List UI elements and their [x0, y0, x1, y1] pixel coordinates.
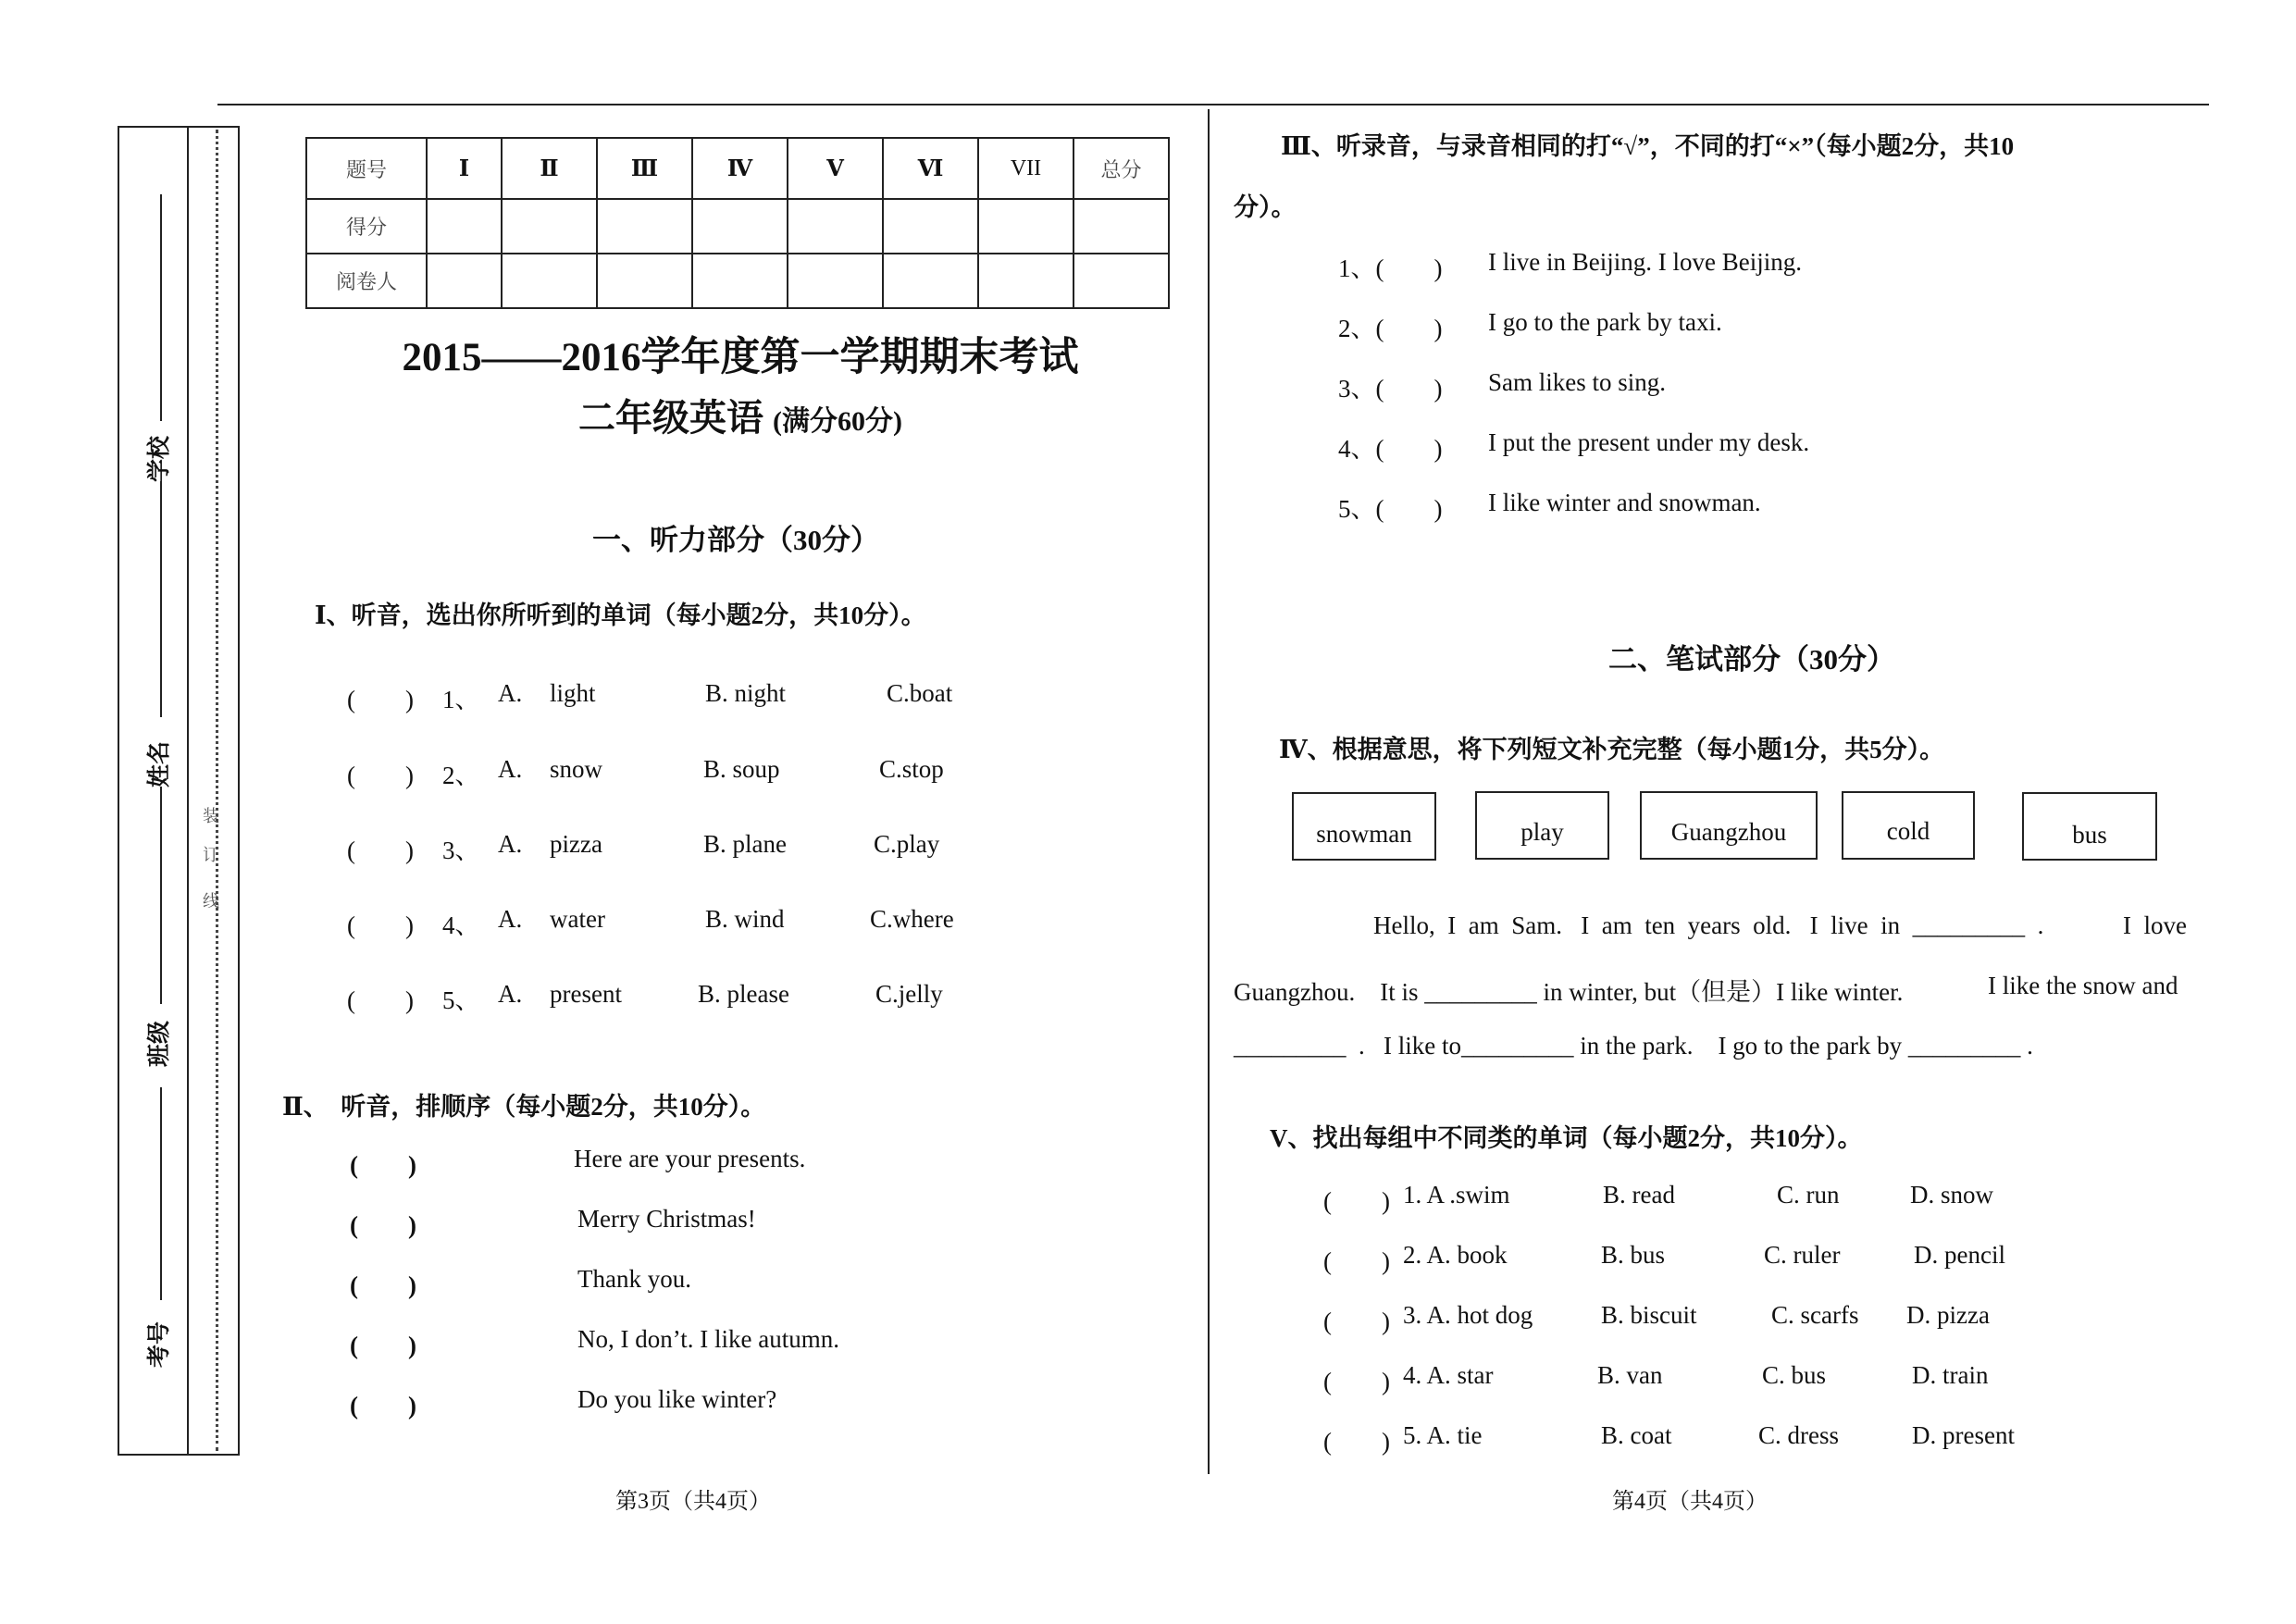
- option-a: snow: [550, 755, 603, 783]
- option-d: D. snow: [1910, 1181, 1994, 1209]
- seal-char-2: 订: [203, 846, 219, 865]
- school-label: 学校: [145, 435, 173, 483]
- class-label: 班级: [145, 1020, 173, 1068]
- name-label: 姓名: [145, 740, 173, 788]
- exam-subtitle: [305, 389, 1175, 441]
- option-c: C. ruler: [1764, 1241, 1841, 1269]
- page-number-left: 第3页（共4页）: [615, 1490, 771, 1514]
- answer-paren[interactable]: ( ): [350, 1332, 416, 1359]
- grader-cell[interactable]: [978, 254, 1074, 308]
- score-cell[interactable]: [1074, 199, 1169, 254]
- option-a: 2. A. book: [1403, 1241, 1508, 1269]
- item-number[interactable]: 4、( ): [1338, 435, 1443, 463]
- score-cell[interactable]: [978, 199, 1074, 254]
- option-a-label: A.: [498, 755, 523, 783]
- list-item: Thank you.: [577, 1265, 691, 1293]
- option-a-label: A.: [498, 830, 523, 858]
- seal-char-1: 装: [203, 807, 219, 826]
- score-cell[interactable]: [692, 199, 788, 254]
- answer-paren[interactable]: ( ): [350, 1211, 416, 1239]
- score-cell[interactable]: [502, 199, 597, 254]
- list-item: No, I don’t. I like autumn.: [577, 1325, 839, 1353]
- top-rule: [217, 104, 2209, 105]
- option-b: B. please: [698, 980, 789, 1008]
- grader-cell[interactable]: [597, 254, 692, 308]
- item-number[interactable]: 5、( ): [1338, 495, 1443, 523]
- score-cell[interactable]: [597, 199, 692, 254]
- answer-paren[interactable]: ( ): [1323, 1368, 1390, 1395]
- grader-cell[interactable]: [1074, 254, 1169, 308]
- option-a-label: A.: [498, 980, 523, 1008]
- option-b: B. van: [1597, 1361, 1663, 1389]
- item-number: 1、: [442, 686, 480, 713]
- score-header-cell: 总分: [1074, 138, 1169, 199]
- option-b: B. soup: [703, 755, 780, 783]
- item-number: 4、: [442, 911, 480, 939]
- seal-char-3: 线: [203, 892, 219, 911]
- option-a: pizza: [550, 830, 602, 858]
- score-header-cell: 题号: [306, 138, 427, 199]
- list-item: Here are your presents.: [574, 1145, 806, 1172]
- score-header-cell: Ⅳ: [692, 138, 788, 199]
- option-a: 4. A. star: [1403, 1361, 1494, 1389]
- part2-heading: 二、笔试部分（30分）: [1608, 643, 1895, 676]
- passage-line: Guangzhou. It is _________ in winter, but（但是）I like winter.: [1234, 978, 1904, 1006]
- q1-heading: Ⅰ、听音，选出你所听到的单词（每小题2分，共10分）。: [315, 601, 926, 629]
- grader-cell[interactable]: [692, 254, 788, 308]
- list-item: Sam likes to sing.: [1488, 368, 1667, 396]
- score-header-cell: Ⅵ: [883, 138, 978, 199]
- answer-paren[interactable]: ( ): [350, 1271, 416, 1299]
- score-cell[interactable]: [788, 199, 883, 254]
- name-field-line[interactable]: [160, 481, 162, 717]
- option-a-label: A.: [498, 679, 523, 707]
- option-c: C.jelly: [875, 980, 943, 1008]
- answer-paren[interactable]: ( ): [350, 1392, 416, 1419]
- answer-paren[interactable]: ( ): [1323, 1428, 1390, 1456]
- answer-paren[interactable]: ( ): [347, 686, 414, 713]
- score-row: [306, 199, 1169, 254]
- option-c: C.boat: [887, 679, 953, 707]
- answer-paren[interactable]: ( ): [347, 762, 414, 789]
- option-b: B. read: [1603, 1181, 1675, 1209]
- word-box: play: [1475, 791, 1609, 860]
- score-header-cell: Ⅱ: [502, 138, 597, 199]
- option-a: 3. A. hot dog: [1403, 1301, 1533, 1329]
- q5-heading: V、找出每组中不同类的单词（每小题2分，共10分）。: [1270, 1124, 1863, 1152]
- page-number-right: 第4页（共4页）: [1612, 1490, 1768, 1514]
- answer-paren[interactable]: ( ): [1323, 1247, 1390, 1275]
- word-box: Guangzhou: [1640, 791, 1818, 860]
- option-d: D. train: [1912, 1361, 1989, 1389]
- q2-heading: Ⅱ、 听音，排顺序（每小题2分，共10分）。: [282, 1093, 766, 1121]
- school-field-line[interactable]: [160, 194, 162, 421]
- list-item: I like winter and snowman.: [1488, 489, 1761, 516]
- score-header-cell: VII: [978, 138, 1074, 199]
- word-box: bus: [2022, 792, 2157, 861]
- grader-cell[interactable]: [427, 254, 502, 308]
- q4-heading: Ⅳ、根据意思，将下列短文补充完整（每小题1分，共5分）。: [1279, 736, 1945, 763]
- subject-title: 二年级英语: [578, 397, 763, 439]
- exam-no-label: 考号: [145, 1320, 173, 1369]
- answer-paren[interactable]: ( ): [350, 1151, 416, 1179]
- exam-no-field-line[interactable]: [160, 1087, 162, 1300]
- score-cell[interactable]: [883, 199, 978, 254]
- passage-line: _________ . I like to_________ in the park. I go to the park by _________ .: [1234, 1032, 2033, 1060]
- item-number: 3、: [442, 837, 480, 864]
- item-number[interactable]: 2、( ): [1338, 315, 1443, 342]
- answer-paren[interactable]: ( ): [1323, 1187, 1390, 1215]
- option-c: C. bus: [1762, 1361, 1827, 1389]
- item-number: 5、: [442, 986, 480, 1014]
- answer-paren[interactable]: ( ): [347, 986, 414, 1014]
- exam-title: 2015——2016学年度第一学期期末考试: [402, 336, 1079, 379]
- grader-row: [306, 254, 1169, 308]
- option-a: light: [550, 679, 596, 707]
- passage-line: Hello, I am Sam. I am ten years old. I live in _________ .: [1373, 911, 2044, 939]
- option-c: C.play: [874, 830, 940, 858]
- option-a: present: [550, 980, 622, 1008]
- part1-heading: 一、听力部分（30分）: [592, 524, 879, 556]
- option-d: D. pencil: [1914, 1241, 2005, 1269]
- list-item: I put the present under my desk.: [1488, 428, 1810, 456]
- option-a-label: A.: [498, 905, 523, 933]
- word-box: snowman: [1292, 792, 1436, 861]
- list-item: I go to the park by taxi.: [1488, 308, 1722, 336]
- option-b: B. biscuit: [1601, 1301, 1697, 1329]
- option-b: B. coat: [1601, 1421, 1672, 1449]
- score-header-cell: Ⅴ: [788, 138, 883, 199]
- option-d: D. present: [1912, 1421, 2015, 1449]
- seal-dotted-line: [216, 130, 218, 1451]
- score-cell[interactable]: [427, 199, 502, 254]
- score-table-header-row: [306, 138, 1169, 199]
- class-field-line[interactable]: [160, 787, 162, 1004]
- q3-heading: Ⅲ、听录音，与录音相同的打“√”，不同的打“×”（每小题2分，共10: [1281, 132, 2015, 160]
- grader-cell[interactable]: [502, 254, 597, 308]
- list-item: Do you like winter?: [577, 1385, 777, 1413]
- option-b: B. wind: [705, 905, 785, 933]
- answer-paren[interactable]: ( ): [347, 837, 414, 864]
- option-c: C. scarfs: [1771, 1301, 1859, 1329]
- score-row-label: 得分: [306, 199, 427, 254]
- passage-line: I love: [2123, 911, 2187, 939]
- option-c: C.stop: [879, 755, 944, 783]
- passage-line: I like the snow and: [1988, 972, 2178, 999]
- option-b: B. night: [705, 679, 787, 707]
- score-table: [305, 137, 1170, 309]
- score-header-cell: Ⅰ: [427, 138, 502, 199]
- word-box: cold: [1842, 791, 1975, 860]
- q3-heading-cont: 分）。: [1234, 193, 1297, 221]
- option-a: 1. A .swim: [1403, 1181, 1510, 1209]
- option-c: C. run: [1777, 1181, 1840, 1209]
- option-c: C.where: [870, 905, 954, 933]
- option-c: C. dress: [1758, 1421, 1839, 1449]
- grader-cell[interactable]: [788, 254, 883, 308]
- list-item: I live in Beijing. I love Beijing.: [1488, 248, 1802, 276]
- option-b: B. plane: [703, 830, 787, 858]
- grader-row-label: 阅卷人: [306, 254, 427, 308]
- item-number[interactable]: 3、( ): [1338, 375, 1443, 403]
- option-d: D. pizza: [1906, 1301, 1990, 1329]
- page-divider: [1208, 109, 1210, 1474]
- list-item: Merry Christmas!: [577, 1205, 756, 1233]
- answer-paren[interactable]: ( ): [347, 911, 414, 939]
- item-number[interactable]: 1、( ): [1338, 254, 1443, 282]
- option-a: water: [550, 905, 605, 933]
- answer-paren[interactable]: ( ): [1323, 1308, 1390, 1335]
- item-number: 2、: [442, 762, 480, 789]
- option-a: 5. A. tie: [1403, 1421, 1483, 1449]
- option-b: B. bus: [1601, 1241, 1666, 1269]
- grader-cell[interactable]: [883, 254, 978, 308]
- full-marks: (满分60分): [773, 406, 902, 437]
- score-header-cell: Ⅲ: [597, 138, 692, 199]
